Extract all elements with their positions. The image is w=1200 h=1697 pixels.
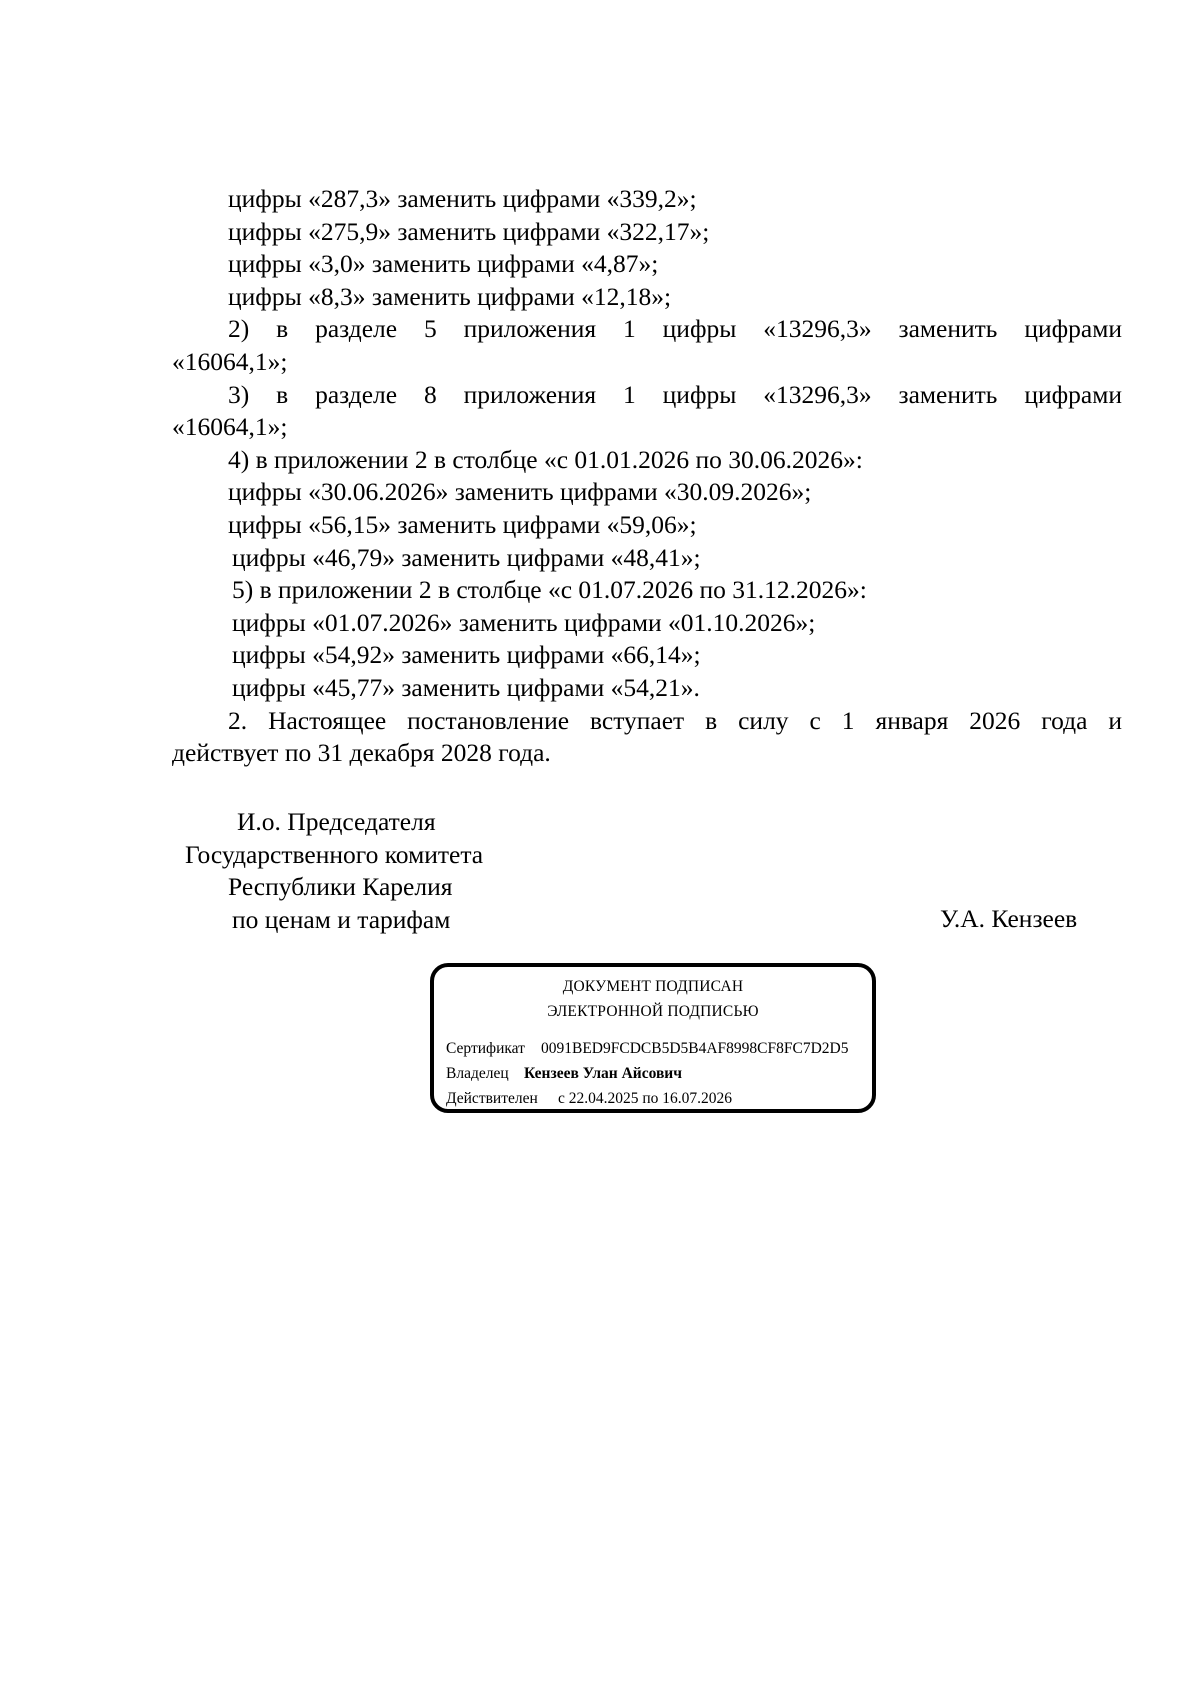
amendment-item-2: 2) в разделе 5 приложения 1 цифры «13296,3» заменить цифрами bbox=[228, 314, 1122, 344]
stamp-certificate-value: 0091BED9FCDCB5D5B4AF8998CF8FC7D2D5 bbox=[541, 1040, 849, 1057]
signatory-name: У.А. Кензеев bbox=[940, 904, 1078, 933]
signatory-line: Государственного комитета bbox=[185, 839, 484, 869]
amendment-item-2-cont: «16064,1»; bbox=[172, 346, 288, 376]
amendment-line: цифры «56,15» заменить цифрами «59,06»; bbox=[228, 509, 697, 539]
stamp-title: ЭЛЕКТРОННОЙ ПОДПИСЬЮ bbox=[547, 1003, 759, 1020]
stamp-owner-row bbox=[446, 1066, 682, 1082]
amendment-item-3: 3) в разделе 8 приложения 1 цифры «13296,3» заменить цифрами bbox=[228, 379, 1122, 409]
stamp-title: ДОКУМЕНТ ПОДПИСАН bbox=[562, 978, 744, 995]
amendment-item-4: 4) в приложении 2 в столбце «с 01.01.2026 по 30.06.2026»: bbox=[228, 444, 863, 474]
amendment-line: цифры «8,3» заменить цифрами «12,18»; bbox=[228, 281, 672, 311]
amendment-item-5: 5) в приложении 2 в столбце «с 01.07.2026 по 31.12.2026»: bbox=[232, 575, 867, 605]
amendment-line: цифры «45,77» заменить цифрами «54,21». bbox=[232, 672, 700, 702]
stamp-validity-value: с 22.04.2025 по 16.07.2026 bbox=[558, 1090, 733, 1107]
electronic-signature-stamp bbox=[430, 963, 876, 1113]
stamp-owner-label: Владелец bbox=[446, 1065, 509, 1082]
amendment-line: цифры «54,92» заменить цифрами «66,14»; bbox=[232, 640, 701, 670]
amendment-line: цифры «275,9» заменить цифрами «322,17»; bbox=[228, 216, 710, 246]
effective-date-clause-cont: действует по 31 декабря 2028 года. bbox=[172, 738, 551, 768]
amendment-line: цифры «287,3» заменить цифрами «339,2»; bbox=[228, 184, 697, 213]
effective-date-clause: 2. Настоящее постановление вступает в силу с 1 января 2026 года и bbox=[228, 705, 1122, 735]
stamp-validity-row bbox=[446, 1091, 732, 1107]
stamp-owner-value: Кензеев Улан Айсович bbox=[524, 1065, 682, 1082]
stamp-validity-label: Действителен bbox=[446, 1090, 538, 1107]
amendment-line: цифры «3,0» заменить цифрами «4,87»; bbox=[228, 249, 659, 279]
stamp-certificate-row bbox=[446, 1041, 848, 1057]
signatory-line: по ценам и тарифам bbox=[232, 904, 451, 934]
resolution-body bbox=[172, 183, 1122, 770]
signatory-line: Республики Карелия bbox=[228, 872, 453, 902]
signatory-line: И.о. Председателя bbox=[237, 807, 436, 836]
amendment-item-3-cont: «16064,1»; bbox=[172, 412, 288, 442]
stamp-certificate-label: Сертификат bbox=[446, 1040, 525, 1057]
amendment-line: цифры «46,79» заменить цифрами «48,41»; bbox=[232, 542, 701, 572]
amendment-line: цифры «01.07.2026» заменить цифрами «01.10.2026»; bbox=[232, 607, 816, 637]
amendment-line: цифры «30.06.2026» заменить цифрами «30.09.2026»; bbox=[228, 477, 812, 507]
signatory-title bbox=[160, 806, 483, 936]
